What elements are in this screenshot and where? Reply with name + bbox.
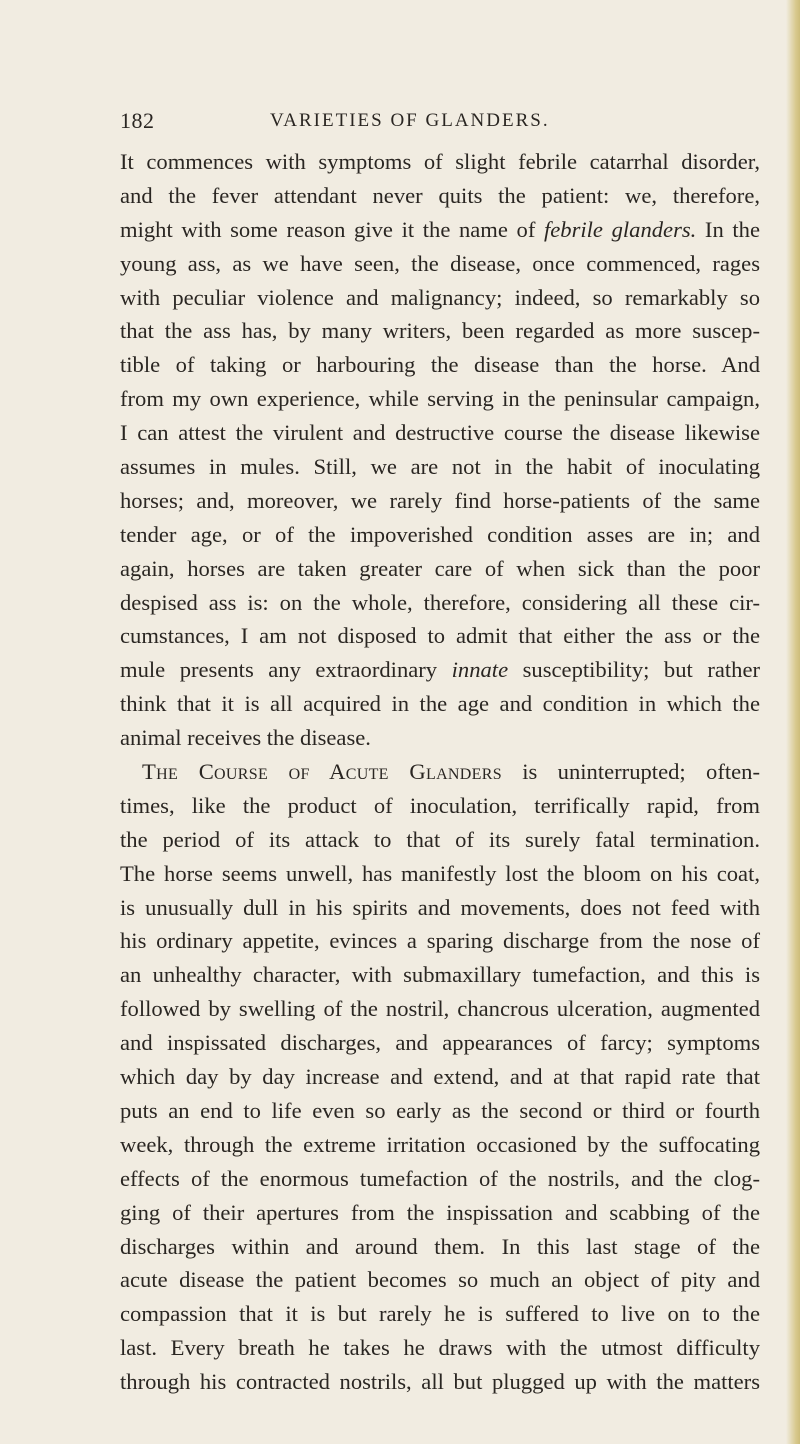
text-line xyxy=(120,653,760,687)
text-line: discharges within and around them. In this last stage of the xyxy=(120,1233,760,1259)
text-run: mule presents any extraordinary xyxy=(120,657,452,683)
text-line: think that it is all acquired in the age and condition in which the xyxy=(120,691,760,717)
text-line: puts an end to life even so early as the second or third or fourth xyxy=(120,1097,760,1123)
text-line: effects of the enormous tumefaction of the nostrils, and the clog- xyxy=(120,1165,760,1191)
text-line: tender age, or of the impoverished condition asses are in; and xyxy=(120,521,760,547)
section-heading: The Course of Acute Glanders xyxy=(142,759,502,785)
text-line: horses; and, moreover, we rarely find horse-patients of the same xyxy=(120,487,760,513)
text-line: times, like the product of inoculation, terrifically rapid, from xyxy=(120,792,760,818)
text-run: In the xyxy=(696,216,760,242)
text-line: despised ass is: on the whole, therefore, considering all these cir- xyxy=(120,589,760,615)
paragraph-1 xyxy=(120,145,760,755)
text-line: week, through the extreme irritation occasioned by the suffocating xyxy=(120,1131,760,1157)
text-line: followed by swelling of the nostril, chancrous ulceration, augmented xyxy=(120,996,760,1022)
text-line: compassion that it is but rarely he is suffered to live on to the xyxy=(120,1301,760,1327)
text-line: which day by day increase and extend, and at that rapid rate that xyxy=(120,1064,760,1090)
text-line: that the ass has, by many writers, been regarded as more suscep- xyxy=(120,318,760,344)
text-line: through his contracted nostrils, all but plugged up with the matters xyxy=(120,1369,760,1395)
text-line: assumes in mules. Still, we are not in the habit of inoculating xyxy=(120,454,760,480)
paragraph-2 xyxy=(120,755,760,1399)
text-line: The horse seems unwell, has manifestly lost the bloom on his coat, xyxy=(120,860,760,886)
text-line xyxy=(120,213,760,247)
text-line: cumstances, I am not disposed to admit that either the ass or the xyxy=(120,623,760,649)
text-line: again, horses are taken greater care of when sick than the poor xyxy=(120,555,760,581)
running-title: VARIETIES OF GLANDERS. xyxy=(270,110,550,131)
text-line: ging of their apertures from the inspissation and scabbing of the xyxy=(120,1199,760,1225)
text-line: acute disease the patient becomes so much an object of pity and xyxy=(120,1267,760,1293)
page-edge xyxy=(786,0,800,1444)
page-header xyxy=(120,108,760,138)
text-line: last. Every breath he takes he draws with the utmost difficulty xyxy=(120,1335,760,1361)
text-run: might with some reason give it the name of xyxy=(120,216,544,242)
body-text xyxy=(120,145,760,1399)
text-line xyxy=(120,755,760,789)
text-run: susceptibility; but rather xyxy=(508,657,760,683)
text-line: the period of its attack to that of its surely fatal termination. xyxy=(120,826,760,852)
text-line: animal receives the disease. xyxy=(120,725,371,751)
text-line: It commences with symptoms of slight febrile catarrhal disorder, xyxy=(120,149,760,174)
italic-term: febrile glanders. xyxy=(543,216,697,242)
italic-term: innate xyxy=(451,657,509,683)
text-line: his ordinary appetite, evinces a sparing discharge from the nose of xyxy=(120,928,760,954)
text-line: I can attest the virulent and destructive course the disease likewise xyxy=(120,420,760,446)
text-line: young ass, as we have seen, the disease, once commenced, rages xyxy=(120,250,760,276)
text-line: and inspissated discharges, and appearances of farcy; symptoms xyxy=(120,1030,760,1056)
text-line: from my own experience, while serving in the peninsular campaign, xyxy=(120,386,760,412)
text-line: and the fever attendant never quits the patient: we, therefore, xyxy=(120,182,760,208)
text-line: with peculiar violence and malignancy; indeed, so remarkably so xyxy=(120,284,760,310)
text-line: is unusually dull in his spirits and movements, does not feed with xyxy=(120,894,760,920)
text-run: is uninterrupted; often- xyxy=(501,759,760,785)
text-line: tible of taking or harbouring the disease than the horse. And xyxy=(120,352,760,378)
page-number: 182 xyxy=(120,108,155,133)
text-line: an unhealthy character, with submaxillary tumefaction, and this is xyxy=(120,962,760,988)
